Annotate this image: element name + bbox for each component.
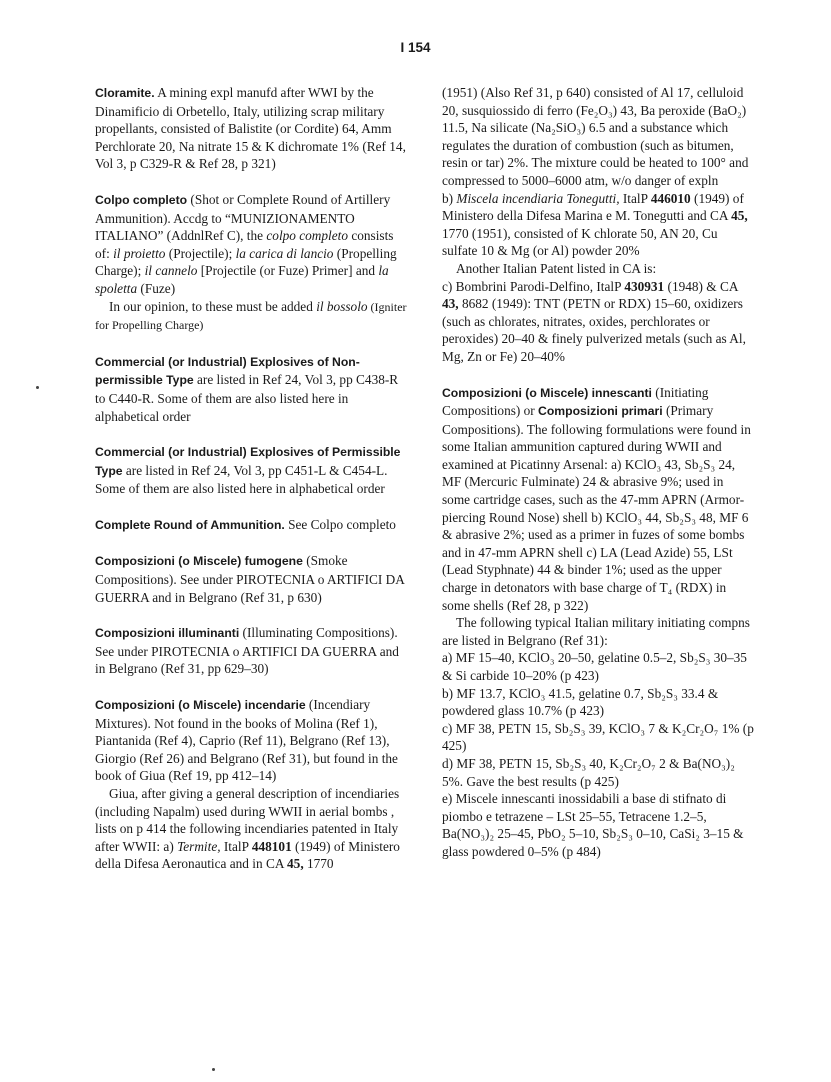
text-run: la carica di lancio	[235, 245, 334, 261]
entry-paragraph	[442, 614, 754, 649]
entry-paragraph	[95, 84, 411, 173]
text-run: b)	[442, 190, 457, 206]
text-run: 43,	[442, 296, 459, 312]
text-run: Miscela incendiaria Tonegutti,	[456, 190, 620, 206]
glossary-entry	[95, 353, 411, 425]
page-number: I 154	[400, 40, 431, 55]
glossary-entry	[95, 443, 411, 498]
entry-paragraph	[442, 790, 754, 860]
text-run: consists of:	[95, 228, 394, 261]
entry-heading: Complete Round of Ammunition.	[95, 517, 285, 532]
text-run: Another Italian Patent listed in CA is:	[456, 260, 657, 276]
text-run: (Primary Compositions). The following formulations were found in some Italian ammunition captured during WWII and examined at Picatinny Arsenal: a) KClO₃ 43, Sb₂S₃ 24, MF (Mercuric Fulminate) 24 & abrasive 9%; used in some cartridge cases, such as the 47-mm APRN (Armor-piercing Round Nose) shell b) KClO₃ 44, Sb₂S₃ 48, MF 6 & abrasive 2%; used as a primer in fuzes of some bombs and in 47-mm APRN shell c) LA (Lead Azide) 55, LSt (Lead Styphnate) 44 & binder 1%; used as the upper charge in detonators with base charge of T₄ (RDX) in some shells (Ref 28, p 322)	[442, 403, 751, 613]
text-run: 8682 (1949): TNT (PETN or RDX) 15–60, oxidizers (such as chlorates, nitrates, oxides, perchlorates or peroxides) 20–40 & finely pulverized metals (such as Al, Mg, Zn or Fe) 20–40%	[442, 296, 746, 364]
text-run: (1951) (Also Ref 31, p 640) consisted of Al 17, celluloid 20, susquiossido di ferro (Fe₂O₃) 43, Ba peroxide (BaO₂) 11.5, Na silicate (Na₂SiO₃) 6.5 and a substance which regulates the duration of combustion (such as bitumen, resin or tar) 2%. The mixture could be heated to 100° and compressed to 5000–6000 atm, w/o danger of expln	[442, 85, 749, 188]
text-run: ItalP	[220, 838, 252, 854]
entry-heading: Colpo completo	[95, 192, 188, 207]
entry-paragraph	[442, 649, 754, 684]
entry-paragraph	[95, 785, 411, 873]
entry-heading: Cloramite.	[95, 86, 155, 100]
text-run: (Igniter for Propelling Charge)	[95, 299, 407, 333]
entry-paragraph	[95, 624, 411, 678]
text-run: c) MF 38, PETN 15, Sb₂S₃ 39, KClO₃ 7 & K₂Cr₂O₇ 1% (p 425)	[442, 720, 754, 754]
glossary-entry	[95, 84, 411, 173]
entry-paragraph	[442, 755, 754, 790]
text-run: 448101	[251, 838, 292, 854]
text-run: (1948) & CA	[664, 278, 738, 294]
entry-heading: Commercial (or Industrial) Explosives of Permissible Type	[95, 445, 401, 478]
entry-heading: Composizioni (o Miscele) incendarie	[95, 698, 306, 713]
text-run: (Projectile);	[165, 245, 236, 261]
text-run: (1949) of Ministero della Difesa Marina e M. Tonegutti and CA	[442, 190, 744, 224]
text-run: (Incendiary Mixtures). Not found in the books of Molina (Ref 1), Piantanida (Ref 4), Caprio (Ref 11), Belgrano (Ref 13), Giorgio (Ref 26) and Belgrano (Ref 31), but found in the book of Giua (Ref 19, pp 412–14)	[95, 697, 398, 784]
glossary-entry	[95, 696, 411, 873]
entry-heading: Composizioni illuminanti	[95, 626, 240, 641]
entry-paragraph	[95, 696, 411, 785]
glossary-entry	[95, 516, 411, 535]
entry-heading: Composizioni (o Miscele) innescanti	[442, 385, 652, 400]
text-run: 1770	[303, 856, 334, 872]
entry-paragraph	[442, 384, 754, 615]
text-run: e) Miscele innescanti inossidabili a base di stifnato di piombo e tetrazene – LSt 25–55, Tetracene 1.2–5, Ba(NO₃)₂ 25–45, PbO₂ 5–10, Sb₂S₃ 0–10, CaSi₂ 3–15 & glass powdered 0–5% (p 484)	[442, 791, 744, 859]
text-run: (Shot or Complete Round of Artillery Ammunition). Accdg to “MUNIZIONAMENTO ITALIANO” (AddnlRef C), the	[95, 191, 391, 244]
text-run: (Smoke Compositions). See under PIROTECNIA o ARTIFICI DA GUERRA and in Belgrano (Ref 31, p 630)	[95, 553, 405, 605]
text-run: a) MF 15–40, KClO₃ 20–50, gelatine 0.5–2, Sb₂S₃ 30–35 & Si carbide 10–20% (p 423)	[442, 650, 747, 683]
text-run: are listed in Ref 24, Vol 3, pp C438-R to C440-R. Some of them are also listed here in alphabetical order	[95, 372, 399, 424]
entry-paragraph	[442, 278, 754, 366]
text-run: il cannelo	[144, 263, 198, 279]
text-run: (Fuze)	[137, 280, 176, 296]
glossary-entry	[442, 384, 754, 861]
text-run: il proietto	[113, 245, 166, 261]
text-run: 446010	[650, 190, 691, 206]
entry-paragraph	[95, 552, 411, 606]
text-run: (Illuminating Compositions). See under PIROTECNIA o ARTIFICI DA GUERRA and in Belgrano (Ref 31, pp 629–30)	[95, 625, 399, 677]
text-run: il bossolo	[316, 298, 368, 314]
text-run: (Initiating Compositions) or	[442, 384, 709, 419]
text-run: A mining expl manufd after WWI by the Dinamificio di Orbetello, Italy, utilizing scrap military propellants, consisted of Balistite (or Cordite) 64, Amm Perchlorate 20, Na nitrate 15 & K dichromate 1% (Ref 14, Vol 3, p C329-R & Ref 28, p 321)	[95, 85, 406, 172]
text-run: 45,	[287, 856, 304, 872]
entry-paragraph	[95, 353, 411, 425]
text-run: la spoletta	[95, 263, 389, 296]
text-run: Termite,	[177, 838, 221, 854]
text-run: Giua, after giving a general description of incendiaries (including Napalm) used during WWII in aerial bombs , lists on p 414 the following incendiaries patented in Italy after WWII: a)	[95, 786, 400, 854]
text-run: 1770 (1951), consisted of K chlorate 50, AN 20, Cu sulfate 10 & Mg (or Al) powder 20%	[442, 225, 718, 259]
text-run: [Projectile (or Fuze) Primer] and	[197, 263, 379, 279]
text-run: ItalP	[619, 190, 651, 206]
left-column	[95, 84, 411, 891]
text-run: In our opinion, to these must be added	[109, 298, 317, 314]
text-run: 45,	[731, 208, 748, 224]
entry-heading: Composizioni (o Miscele) fumogene	[95, 554, 303, 569]
text-run: are listed in Ref 24, Vol 3, pp C451-L & C454-L. Some of them are also listed here in alphabetical order	[95, 462, 388, 497]
right-column	[442, 84, 754, 879]
glossary-entry	[95, 624, 411, 678]
entry-heading: Composizioni primari	[538, 404, 663, 419]
entry-paragraph	[95, 516, 411, 535]
entry-paragraph	[442, 84, 754, 190]
entry-paragraph	[442, 685, 754, 720]
text-run: See Colpo completo	[284, 516, 396, 532]
scan-speck	[36, 386, 39, 389]
entry-paragraph	[95, 298, 411, 335]
text-run: 430931	[624, 278, 665, 294]
entry-paragraph	[442, 260, 754, 278]
text-run: The following typical Italian military initiating compns are listed in Belgrano (Ref 31):	[442, 615, 750, 648]
entry-heading: Commercial (or Industrial) Explosives of Non-permissible Type	[95, 354, 360, 388]
glossary-entry	[95, 552, 411, 606]
text-run: c) Bombrini Parodi-Delfino, ItalP	[442, 278, 625, 294]
entry-paragraph	[95, 443, 411, 498]
glossary-entry	[442, 84, 754, 366]
text-run: (1949) of Ministero della Difesa Aeronautica and in CA	[95, 838, 400, 872]
text-run: (Propelling Charge);	[95, 245, 397, 279]
entry-paragraph	[442, 720, 754, 755]
scan-speck	[212, 1068, 215, 1071]
entry-paragraph	[442, 190, 754, 260]
text-run: d) MF 38, PETN 15, Sb₂S₃ 40, K₂Cr₂O₇ 2 & Ba(NO₃)₂ 5%. Gave the best results (p 425)	[442, 755, 735, 789]
text-run: b) MF 13.7, KClO₃ 41.5, gelatine 0.7, Sb₂S₃ 33.4 & powdered glass 10.7% (p 423)	[442, 685, 719, 719]
glossary-entry	[95, 191, 411, 335]
entry-paragraph	[95, 191, 411, 298]
text-run: colpo completo	[266, 228, 348, 244]
